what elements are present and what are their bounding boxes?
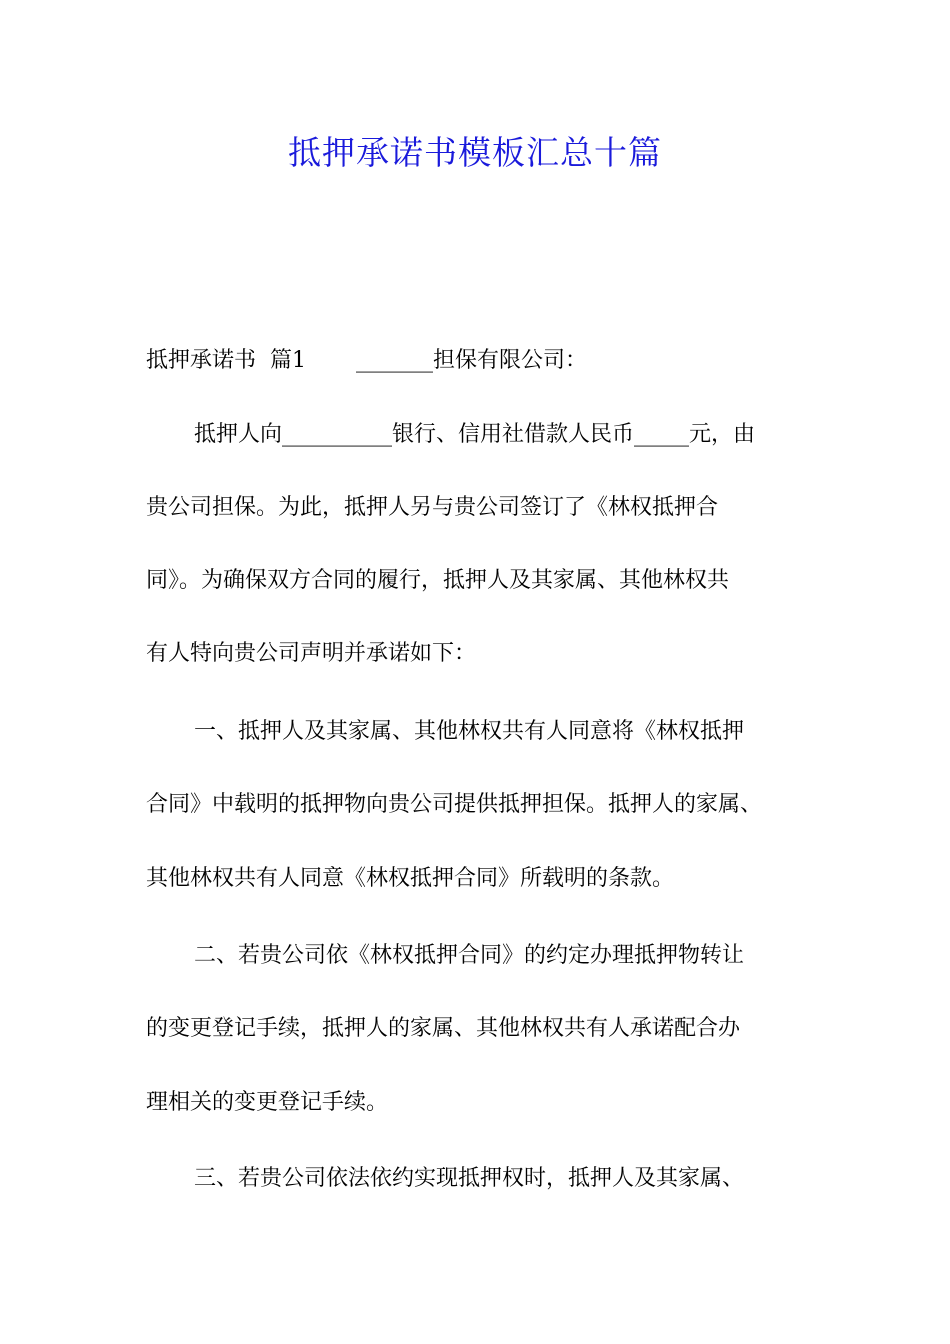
paragraph-line: 其他林权共有人同意《林权抵押合同》所载明的条款。 [146, 866, 675, 891]
paragraph-line: 有人特向贵公司声明并承诺如下： [146, 641, 477, 666]
paragraph-line: 抵押人向__________银行、信用社借款人民币_____元，由 [194, 422, 756, 447]
addressee-line: _______担保有限公司： [355, 348, 587, 373]
paragraph-line: 一、抵押人及其家属、其他林权共有人同意将《林权抵押 [194, 719, 745, 744]
paragraph-line: 二、若贵公司依《林权抵押合同》的约定办理抵押物转让 [194, 943, 745, 968]
paragraph-line: 的变更登记手续，抵押人的家属、其他林权共有人承诺配合办 [146, 1016, 741, 1041]
section-label: 抵押承诺书 篇1 [146, 348, 306, 373]
paragraph-line: 同》。为确保双方合同的履行，抵押人及其家属、其他林权共 [146, 568, 730, 593]
paragraph-line: 三、若贵公司依法依约实现抵押权时，抵押人及其家属、 [194, 1166, 745, 1191]
paragraph-line: 贵公司担保。为此，抵押人另与贵公司签订了《林权抵押合 [146, 495, 719, 520]
paragraph-line: 合同》中载明的抵押物向贵公司提供抵押担保。抵押人的家属、 [146, 792, 763, 817]
section-heading [146, 344, 587, 378]
paragraph-line: 理相关的变更登记手续。 [146, 1090, 389, 1115]
document-title: 抵押承诺书模板汇总十篇 [288, 133, 662, 172]
